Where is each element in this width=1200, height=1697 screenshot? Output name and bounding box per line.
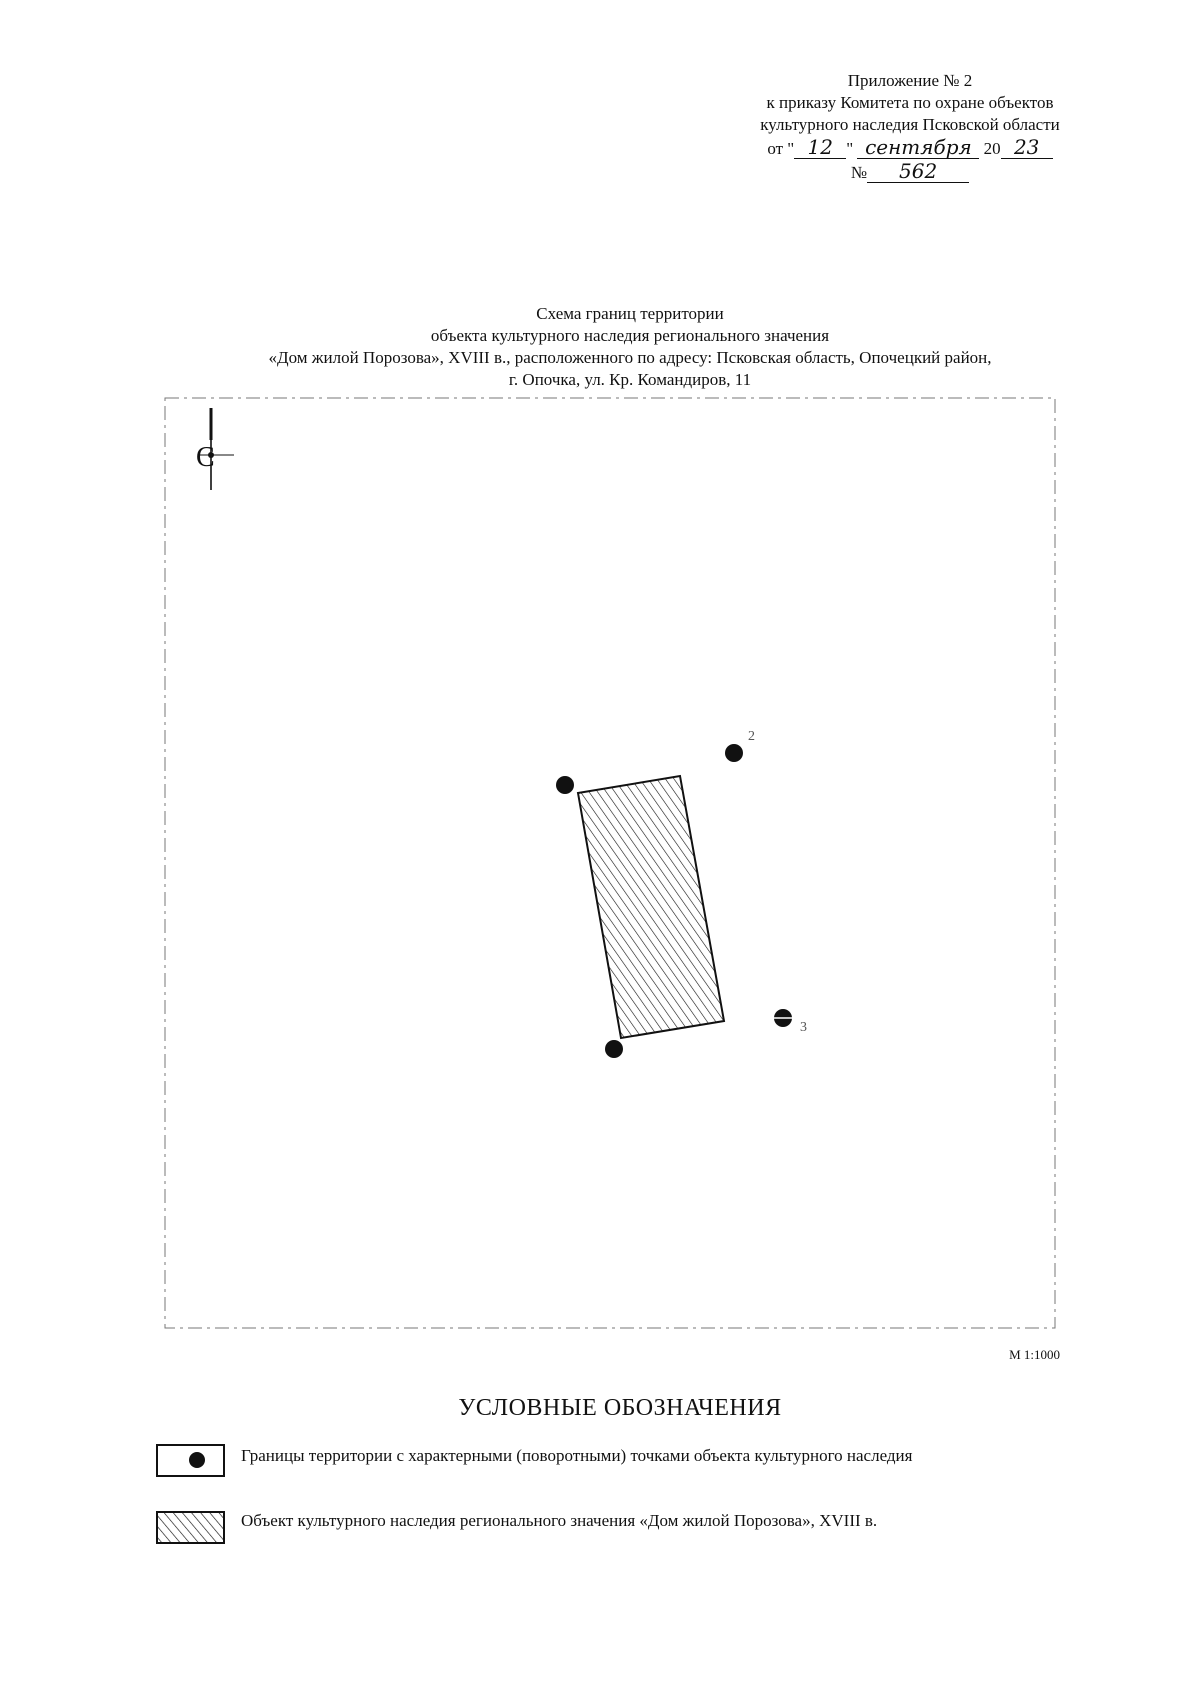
legend-item-boundary-text: Границы территории с характерными (поворотными) точками объекта культурного наследия — [241, 1446, 913, 1465]
north-label: С — [196, 442, 215, 473]
legend-title: УСЛОВНЫЕ ОБОЗНАЧЕНИЯ — [458, 1395, 782, 1421]
boundary-point-3-label: 3 — [800, 1020, 807, 1035]
boundary-point-1 — [556, 776, 574, 794]
map-scale: М 1:1000 — [1009, 1347, 1060, 1362]
legend-item-object-text: Объект культурного наследия регионального значения «Дом жилой Порозова», XVIII в. — [241, 1511, 878, 1530]
order-date: от " 12 " сентября 20 23 — [700, 136, 1120, 160]
hatch-pattern-icon — [155, 1512, 225, 1546]
order-number-value: 562 — [867, 160, 969, 183]
boundary-point-4 — [605, 1040, 623, 1058]
title-line-3: «Дом жилой Порозова», XVIII в., расположенного по адресу: Псковская область, Опочецкий район, — [268, 348, 992, 367]
date-month: сентября — [857, 136, 979, 159]
date-year: 23 — [1001, 136, 1053, 159]
boundary-point-2-label: 2 — [748, 729, 755, 744]
north-arrow-icon — [196, 408, 234, 490]
title-line-1: Схема границ территории — [536, 304, 724, 323]
title-line-4: г. Опочка, ул. Кр. Командиров, 11 — [508, 370, 752, 389]
order-reference: к приказу Комитета по охране объектов — [766, 93, 1054, 112]
heritage-object-area — [578, 776, 724, 1038]
committee-name: культурного наследия Псковской области — [760, 115, 1060, 134]
date-day: 12 — [794, 136, 846, 159]
appendix-number: Приложение № 2 — [847, 71, 973, 90]
title-line-2: объекта культурного наследия регионального значения — [430, 326, 830, 345]
order-number: № 562 — [700, 160, 1120, 184]
boundary-point-2 — [725, 744, 743, 762]
boundary-point-icon — [155, 1447, 225, 1481]
